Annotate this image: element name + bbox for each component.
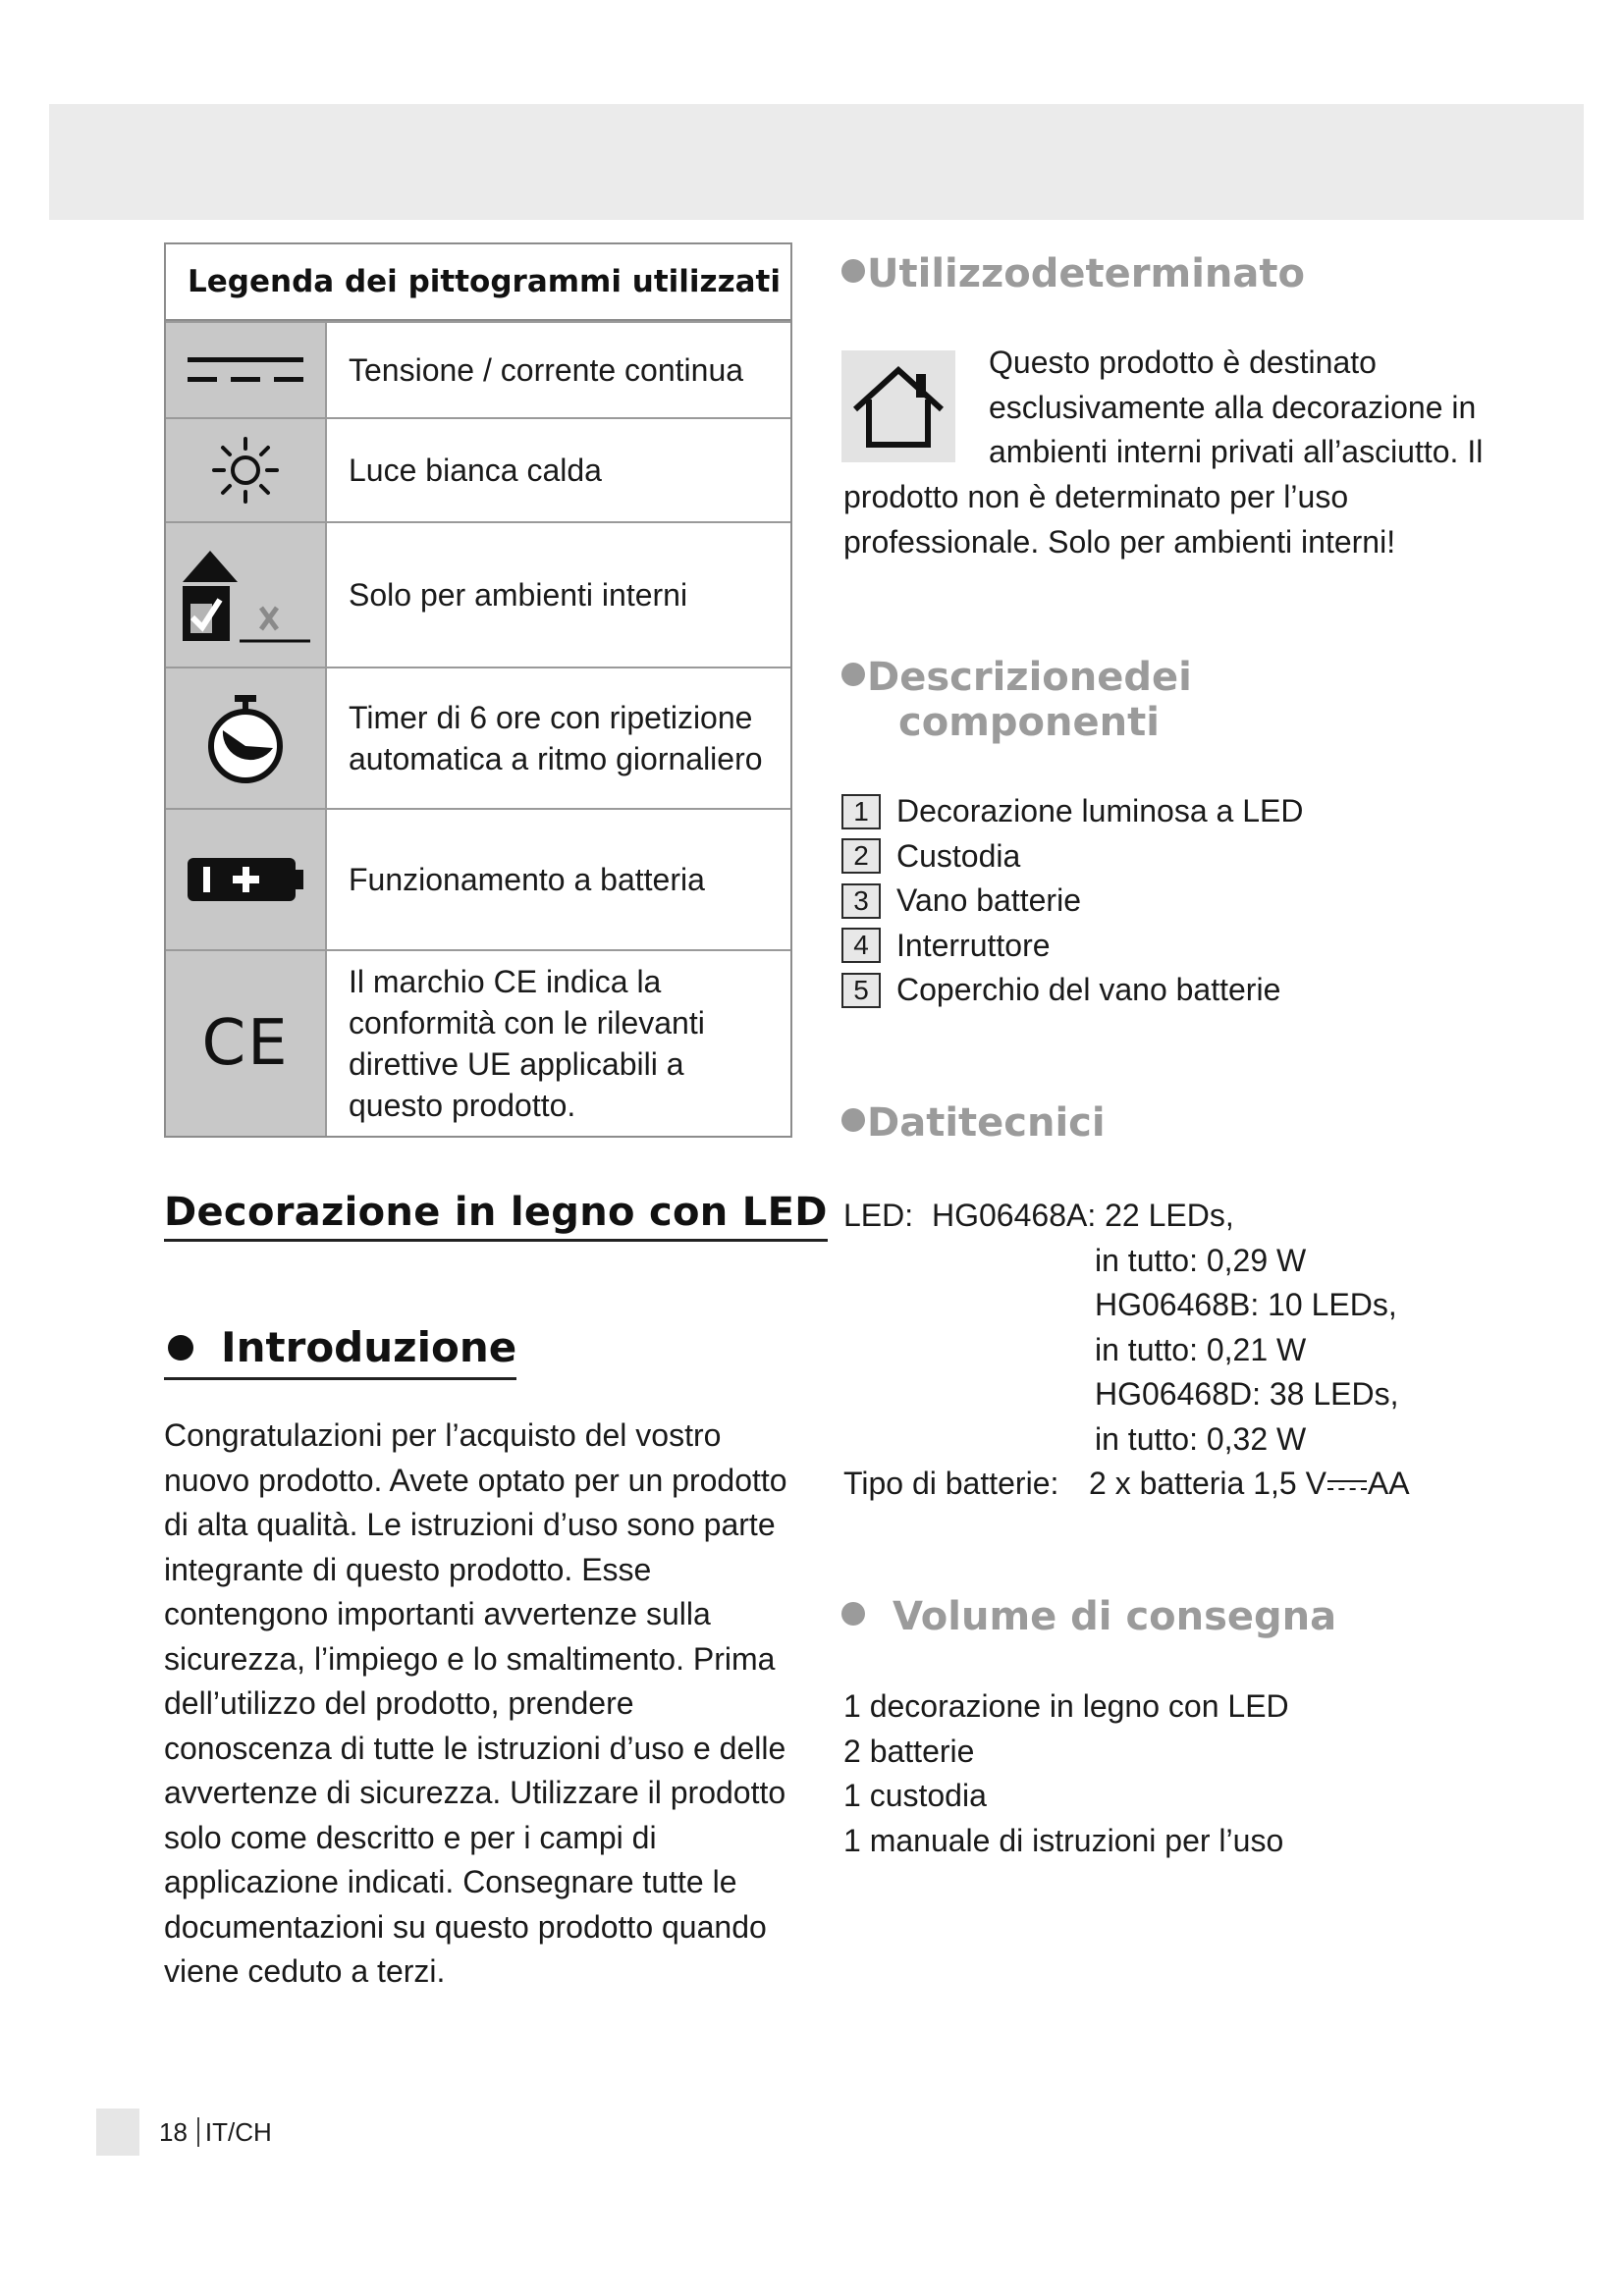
technical-data-heading: Datitecnici (841, 1100, 1106, 1146)
bullet-icon (841, 1108, 865, 1132)
delivery-contents-list (843, 1684, 1289, 1863)
components-heading: Descrizionedei componenti (841, 655, 1192, 745)
legend-row (166, 417, 790, 521)
footer-divider (197, 2117, 199, 2147)
page-number: 18 (159, 2116, 188, 2147)
legend-row (166, 321, 790, 417)
bullet-icon (841, 663, 865, 686)
introduction-text: Congratulazioni per l’acquisto del vostro nuovo prodotto. Avete optato per un prodotto di alta qualità. Le istruzioni d’uso sono parte integrante di questo prodotto. Esse contengono importanti avvertenze sulla sicurezza, l’impiego e lo smaltimento. Prima dell’utilizzo del prodotto, prendere conoscenza di tutte le istruzioni d’uso e delle avvertenze di sicurezza. Utilizzare il prodotto solo come descritto e per i campi di applicazione indicati. Consegnare tutte le documentazioni su questo prodotto quando viene ceduto a terzi. (164, 1417, 787, 1989)
bullet-icon (168, 1335, 193, 1361)
house-icon (841, 350, 955, 462)
intended-use-heading: Utilizzodeterminato (841, 251, 1305, 296)
page-footer (96, 2109, 272, 2156)
legend-text: Il marchio CE indica la conformità con le rilevanti direttive UE applicabili a questo prodotto. (349, 964, 705, 1123)
item-number: 2 (841, 838, 881, 874)
legend-row (166, 808, 790, 949)
intended-use-text: Questo prodotto è destinato esclusivamente alla decorazione in ambienti interni privati all’asciutto. Il (989, 345, 1484, 469)
warm-white-light-icon (166, 419, 327, 521)
legend-text: Funzionamento a batteria (349, 862, 705, 897)
list-item: 5 Coperchio del vano batterie (841, 968, 1303, 1013)
legend-text: Solo per ambienti interni (349, 577, 688, 613)
led-spec: in tutto: 0,32 W (1095, 1420, 1307, 1457)
bullet-icon (841, 259, 865, 283)
pictogram-legend-table (164, 242, 792, 1138)
delivery-contents-heading: Volume di consegna (841, 1594, 1336, 1639)
dc-symbol-icon (1327, 1478, 1367, 1494)
introduction-heading-text: Introduzione (221, 1323, 517, 1371)
bullet-icon (841, 1602, 865, 1626)
list-item: 1 custodia (843, 1778, 987, 1813)
item-number: 3 (841, 883, 881, 919)
item-number: 4 (841, 928, 881, 963)
components-list (841, 789, 1303, 1013)
list-item: 1 manuale di istruzioni per l’uso (843, 1822, 1284, 1858)
legend-row (166, 949, 790, 1136)
footer-marker (96, 2109, 139, 2156)
led-label: LED: (843, 1198, 914, 1233)
list-item: 2 Custodia (841, 834, 1303, 880)
battery-type-label: Tipo di batterie: (843, 1466, 1059, 1501)
intended-use-text-continued: prodotto non è determinato per l’uso professionale. Solo per ambienti interni! (843, 479, 1396, 560)
item-number: 5 (841, 973, 881, 1008)
list-item: 1 Decorazione luminosa a LED (841, 789, 1303, 834)
indoor-only-icon (166, 523, 327, 667)
led-spec: in tutto: 0,29 W (1095, 1242, 1307, 1278)
list-item: 3 Vano batterie (841, 879, 1303, 924)
item-number: 1 (841, 794, 881, 829)
dc-voltage-icon (166, 323, 327, 417)
ce-mark-icon: CE (166, 951, 327, 1136)
battery-type-value: 2 x batteria 1,5 V AA (1089, 1466, 1410, 1501)
battery-icon (166, 810, 327, 949)
legend-row (166, 667, 790, 808)
header-band (49, 104, 1584, 220)
introduction-heading (164, 1323, 516, 1380)
legend-text: Tensione / corrente continua (349, 352, 744, 388)
list-item: 2 batterie (843, 1733, 975, 1769)
product-title: Decorazione in legno con LED (164, 1190, 828, 1242)
legend-title: Legenda dei pittogrammi utilizzati (166, 244, 790, 321)
led-spec: in tutto: 0,21 W (1095, 1331, 1307, 1367)
list-item: 4 Interruttore (841, 924, 1303, 969)
legend-row (166, 521, 790, 667)
language-code: IT/CH (204, 2116, 272, 2147)
led-spec: HG06468A: 22 LEDs, (932, 1198, 1234, 1233)
legend-text: Luce bianca calda (349, 453, 602, 488)
timer-icon (166, 668, 327, 808)
list-item: 1 decorazione in legno con LED (843, 1688, 1289, 1724)
led-spec: HG06468B: 10 LEDs, (1095, 1287, 1397, 1322)
led-spec: HG06468D: 38 LEDs, (1095, 1376, 1399, 1412)
legend-text: Timer di 6 ore con ripetizione automatica a ritmo giornaliero (349, 700, 763, 776)
